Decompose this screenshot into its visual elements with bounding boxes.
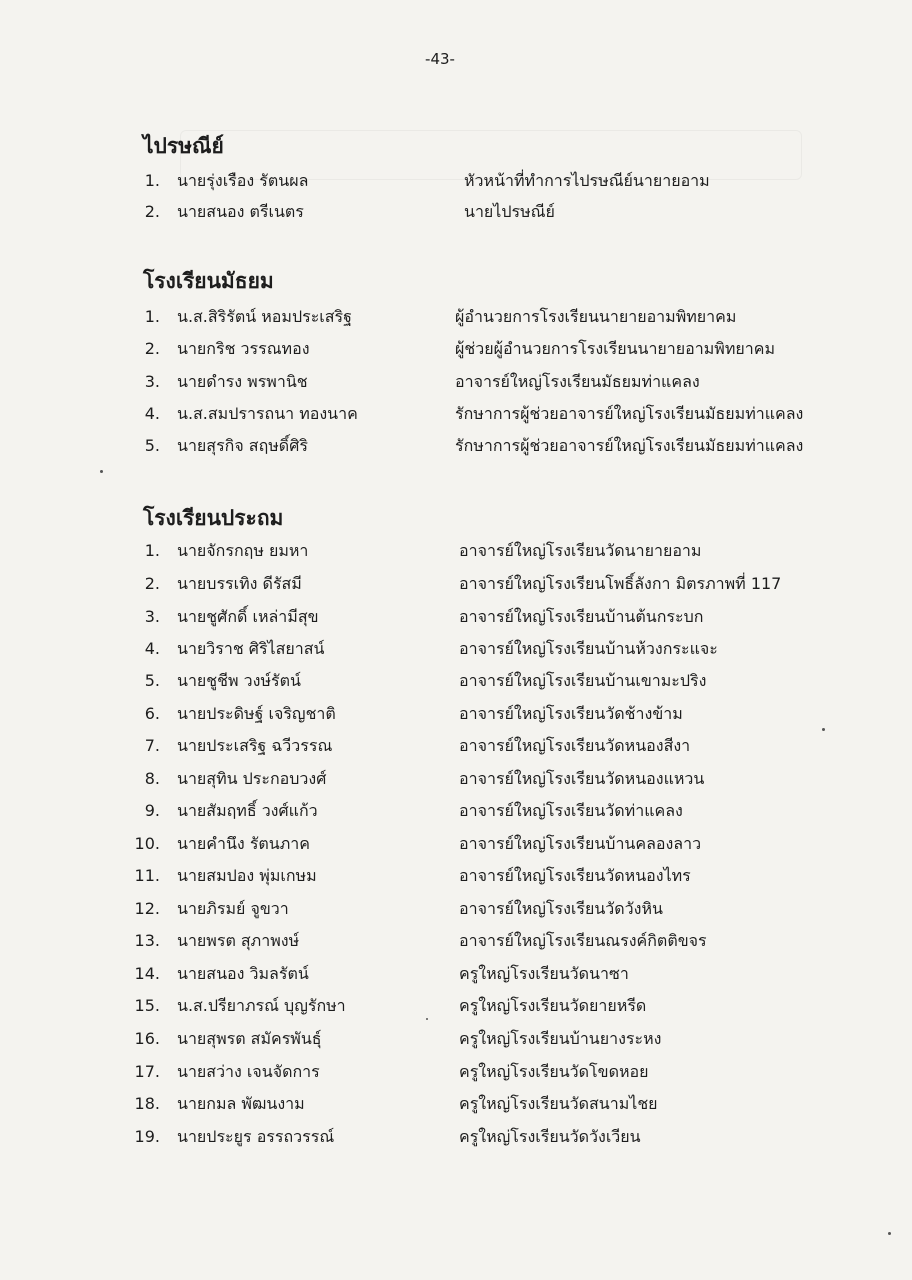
item-number: 1.: [144, 541, 160, 560]
person-position: ครูใหญ่โรงเรียนบ้านยางระหง: [459, 1029, 662, 1048]
list-item: [0, 302, 912, 332]
item-number: 19.: [134, 1127, 160, 1146]
person-name: นายกมล พัฒนงาม: [177, 1094, 305, 1113]
list-item: [0, 1024, 912, 1054]
person-name: นายกริช วรรณทอง: [177, 339, 310, 358]
ink-speck: [888, 1232, 891, 1235]
person-position: อาจารย์ใหญ่โรงเรียนบ้านห้วงกระแจะ: [459, 639, 718, 658]
person-position: อาจารย์ใหญ่โรงเรียนวัดหนองไทร: [459, 866, 691, 885]
item-number: 4.: [144, 639, 160, 658]
person-name: นายชูชีพ วงษ์รัตน์: [177, 671, 301, 690]
item-number: 14.: [134, 964, 160, 983]
person-name: นายประยูร อรรถวรรณ์: [177, 1127, 335, 1146]
item-number: 6.: [144, 704, 160, 723]
list-item: [0, 634, 912, 664]
list-item: [0, 431, 912, 461]
item-number: 9.: [144, 801, 160, 820]
person-position: อาจารย์ใหญ่โรงเรียนบ้านเขามะปริง: [459, 671, 707, 690]
list-item: [0, 569, 912, 599]
item-number: 2.: [144, 574, 160, 593]
item-number: 10.: [134, 834, 160, 853]
person-position: อาจารย์ใหญ่โรงเรียนวัดหนองแหวน: [459, 769, 705, 788]
person-position: หัวหน้าที่ทำการไปรษณีย์นายายอาม: [464, 171, 710, 190]
person-position: อาจารย์ใหญ่โรงเรียนวัดหนองสีงา: [459, 736, 691, 755]
person-position: นายไปรษณีย์: [464, 202, 555, 221]
list-item: [0, 602, 912, 632]
item-number: 11.: [134, 866, 160, 885]
person-position: อาจารย์ใหญ่โรงเรียนวัดนายายอาม: [459, 541, 702, 560]
list-item: [0, 536, 912, 566]
person-name: นายพรต สุภาพงษ์: [177, 931, 300, 950]
item-number: 12.: [134, 899, 160, 918]
list-item: [0, 764, 912, 794]
person-name: นายสุทิน ประกอบวงศ์: [177, 769, 327, 788]
person-name: นายประเสริฐ ฉวีวรรณ: [177, 736, 333, 755]
person-position: อาจารย์ใหญ่โรงเรียนวัดท่าแคลง: [459, 801, 683, 820]
person-name: นายประดิษฐ์ เจริญชาติ: [177, 704, 336, 723]
item-number: 7.: [144, 736, 160, 755]
item-number: 3.: [144, 372, 160, 391]
list-item: [0, 367, 912, 397]
person-name: นายชูศักดิ์ เหล่ามีสุข: [177, 607, 319, 626]
person-position: อาจารย์ใหญ่โรงเรียนวัดช้างข้าม: [459, 704, 683, 723]
person-position: ผู้อำนวยการโรงเรียนนายายอามพิทยาคม: [455, 307, 737, 326]
person-name: นายสุรกิจ สฤษดิ์ศิริ: [177, 436, 308, 455]
list-item: [0, 894, 912, 924]
item-number: 13.: [134, 931, 160, 950]
ink-speck: [822, 728, 825, 731]
list-item: [0, 959, 912, 989]
item-number: 8.: [144, 769, 160, 788]
person-name: นายวิราช ศิริไสยาสน์: [177, 639, 325, 658]
item-number: 2.: [144, 339, 160, 358]
person-position: อาจารย์ใหญ่โรงเรียนบ้านต้นกระบก: [459, 607, 704, 626]
person-name: นายรุ่งเรือง รัตนผล: [177, 171, 309, 190]
person-name: นายคำนึง รัตนภาค: [177, 834, 310, 853]
person-position: ครูใหญ่โรงเรียนวัดวังเวียน: [459, 1127, 641, 1146]
item-number: 1.: [144, 171, 160, 190]
item-number: 17.: [134, 1062, 160, 1081]
section-heading-secondary-school: โรงเรียนมัธยม: [143, 269, 274, 293]
page-number: -43-: [425, 50, 455, 68]
person-position: ครูใหญ่โรงเรียนวัดนาซา: [459, 964, 629, 983]
list-item: [0, 926, 912, 956]
person-position: อาจารย์ใหญ่โรงเรียนวัดวังหิน: [459, 899, 663, 918]
person-name: นายภิรมย์ จูขวา: [177, 899, 289, 918]
section-heading-post-office: ไปรษณีย์: [143, 134, 224, 158]
person-position: อาจารย์ใหญ่โรงเรียนมัธยมท่าแคลง: [455, 372, 700, 391]
item-number: 4.: [144, 404, 160, 423]
list-item: [0, 197, 912, 227]
list-item: [0, 166, 912, 196]
person-position: ผู้ช่วยผู้อำนวยการโรงเรียนนายายอามพิทยาคม: [455, 339, 775, 358]
list-item: [0, 1089, 912, 1119]
person-name: นายบรรเทิง ดีรัสมี: [177, 574, 302, 593]
person-position: ครูใหญ่โรงเรียนวัดสนามไชย: [459, 1094, 658, 1113]
person-name: น.ส.สมปรารถนา ทองนาค: [177, 404, 358, 423]
item-number: 15.: [134, 996, 160, 1015]
item-number: 1.: [144, 307, 160, 326]
list-item: [0, 399, 912, 429]
person-position: อาจารย์ใหญ่โรงเรียนโพธิ์ลังกา มิตรภาพที่ 117: [459, 574, 782, 593]
person-position: ครูใหญ่โรงเรียนวัดยายหรีด: [459, 996, 647, 1015]
section-heading-primary-school: โรงเรียนประถม: [143, 506, 284, 530]
ink-speck: [100, 470, 103, 473]
person-position: อาจารย์ใหญ่โรงเรียนณรงค์กิตติขจร: [459, 931, 707, 950]
item-number: 16.: [134, 1029, 160, 1048]
item-number: 18.: [134, 1094, 160, 1113]
person-position: รักษาการผู้ช่วยอาจารย์ใหญ่โรงเรียนมัธยมท่าแคลง: [455, 404, 804, 423]
list-item: [0, 796, 912, 826]
person-name: น.ส.สิริรัตน์ หอมประเสริฐ: [177, 307, 352, 326]
person-name: นายสนอง ตรีเนตร: [177, 202, 304, 221]
person-position: อาจารย์ใหญ่โรงเรียนบ้านคลองลาว: [459, 834, 702, 853]
list-item: [0, 1122, 912, 1152]
person-position: รักษาการผู้ช่วยอาจารย์ใหญ่โรงเรียนมัธยมท่าแคลง: [455, 436, 804, 455]
person-name: นายจักรกฤษ ยมหา: [177, 541, 309, 560]
person-position: ครูใหญ่โรงเรียนวัดโขดหอย: [459, 1062, 649, 1081]
list-item: [0, 1057, 912, 1087]
person-name: นายดำรง พรพานิช: [177, 372, 308, 391]
item-number: 5.: [144, 671, 160, 690]
person-name: นายสมปอง พุ่มเกษม: [177, 866, 317, 885]
list-item: [0, 699, 912, 729]
person-name: นายสว่าง เจนจัดการ: [177, 1062, 320, 1081]
person-name: นายสัมฤทธิ์ วงศ์แก้ว: [177, 801, 318, 820]
item-number: 5.: [144, 436, 160, 455]
list-item: [0, 731, 912, 761]
list-item: [0, 861, 912, 891]
person-name: น.ส.ปรียาภรณ์ บุญรักษา: [177, 996, 346, 1015]
list-item: [0, 334, 912, 364]
list-item: [0, 829, 912, 859]
ink-speck: [426, 1018, 428, 1020]
person-name: นายสุพรต สมัครพันธุ์: [177, 1029, 322, 1048]
item-number: 2.: [144, 202, 160, 221]
list-item: [0, 991, 912, 1021]
person-name: นายสนอง วิมลรัตน์: [177, 964, 309, 983]
item-number: 3.: [144, 607, 160, 626]
list-item: [0, 666, 912, 696]
